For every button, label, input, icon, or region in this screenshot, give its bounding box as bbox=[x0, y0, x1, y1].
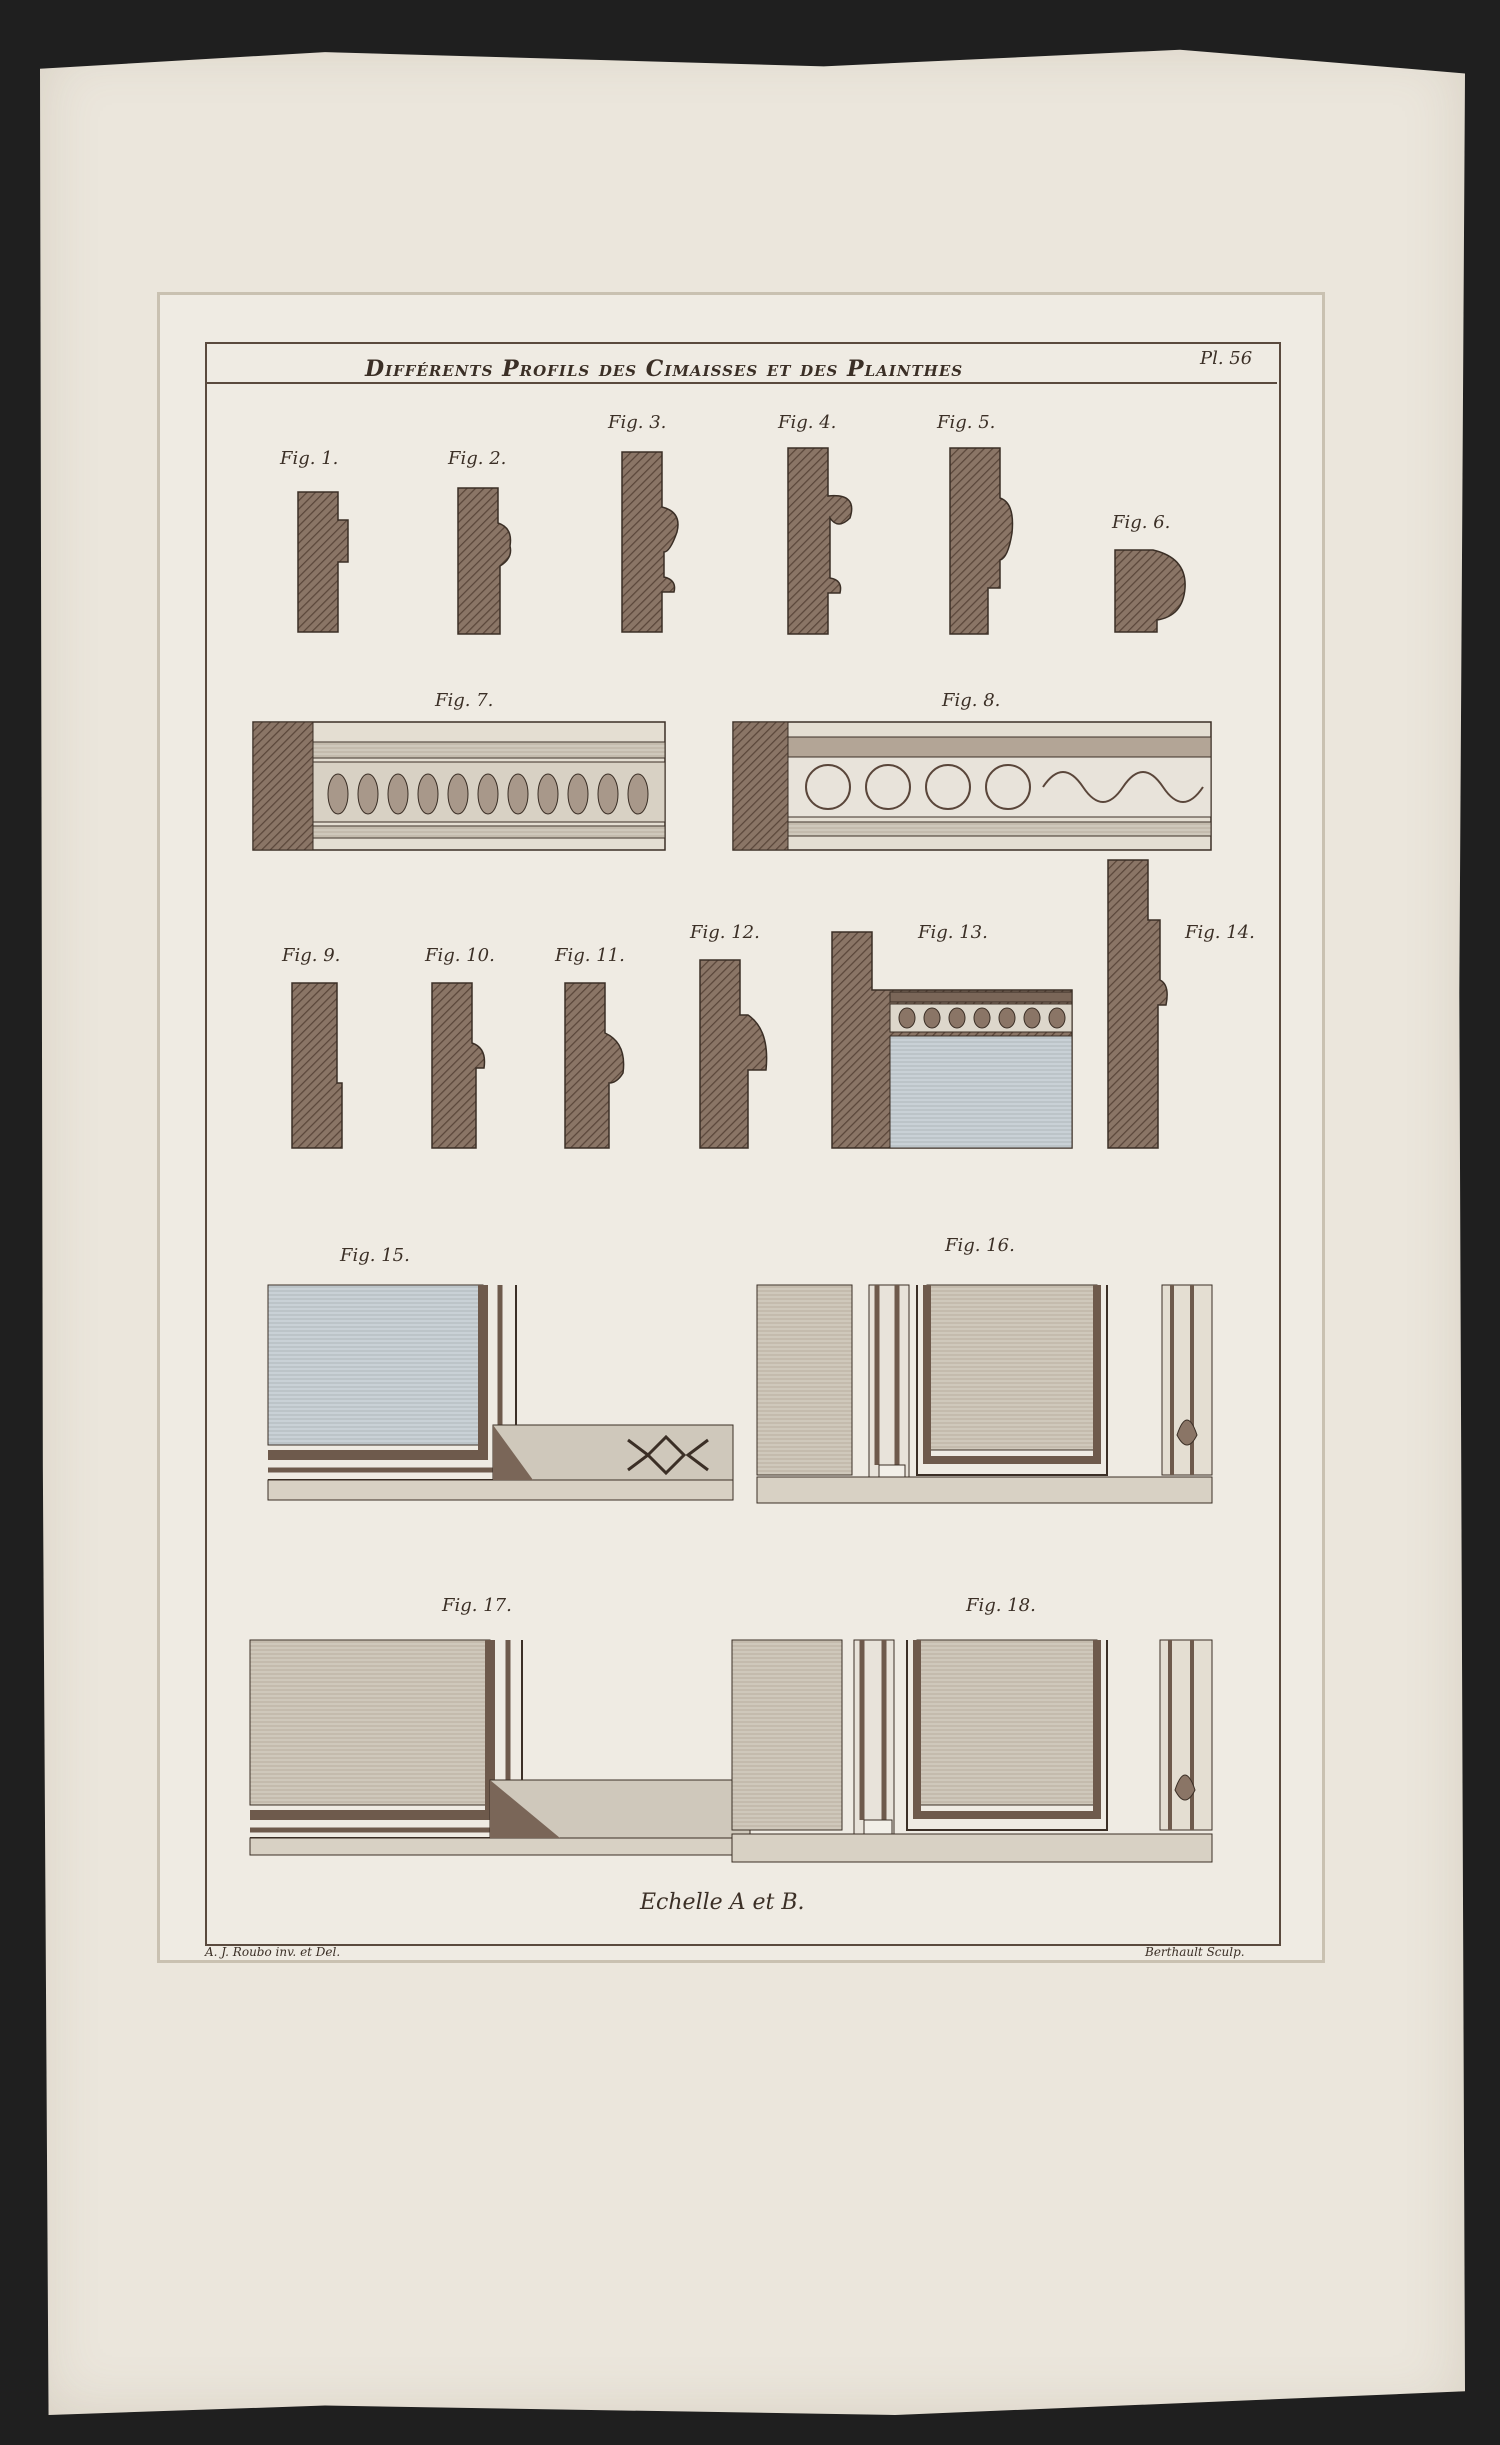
fig-13-profile bbox=[832, 932, 1072, 1148]
fig-15-label: Fig. 15. bbox=[340, 1245, 410, 1266]
fig-10-profile bbox=[432, 983, 497, 1148]
fig-8-label: Fig. 8. bbox=[942, 690, 1001, 711]
plate-title: Différents Profils des Cimaisses et des Plainthes bbox=[365, 356, 964, 382]
fig-6-profile bbox=[1115, 550, 1190, 632]
fig-9-profile bbox=[292, 983, 352, 1148]
fig-14-label: Fig. 14. bbox=[1185, 922, 1255, 943]
fig-5-profile bbox=[950, 448, 1020, 634]
fig-16-panel bbox=[757, 1285, 1212, 1503]
fig-1-profile bbox=[298, 492, 353, 632]
title-rule bbox=[205, 382, 1277, 384]
fig-14-profile bbox=[1108, 860, 1170, 1148]
fig-11-label: Fig. 11. bbox=[555, 945, 625, 966]
fig-9-label: Fig. 9. bbox=[282, 945, 341, 966]
fig-15-panel bbox=[268, 1285, 733, 1500]
fig-7-label: Fig. 7. bbox=[435, 690, 494, 711]
fig-17-label: Fig. 17. bbox=[442, 1595, 512, 1616]
plate-number: Pl. 56 bbox=[1200, 348, 1253, 369]
fig-2-label: Fig. 2. bbox=[448, 448, 507, 469]
scale-label: Echelle A et B. bbox=[640, 1890, 805, 1915]
fig-13-label: Fig. 13. bbox=[918, 922, 988, 943]
fig-18-label: Fig. 18. bbox=[966, 1595, 1036, 1616]
fig-2-profile bbox=[458, 488, 523, 634]
fig-6-label: Fig. 6. bbox=[1112, 512, 1171, 533]
fig-5-label: Fig. 5. bbox=[937, 412, 996, 433]
credit-left: A. J. Roubo inv. et Del. bbox=[205, 1945, 341, 1959]
fig-1-label: Fig. 1. bbox=[280, 448, 339, 469]
fig-17-panel bbox=[250, 1640, 750, 1855]
fig-8-cornice bbox=[733, 722, 1211, 850]
fig-16-label: Fig. 16. bbox=[945, 1235, 1015, 1256]
fig-4-label: Fig. 4. bbox=[778, 412, 837, 433]
fig-7-cornice bbox=[253, 722, 665, 850]
fig-18-panel bbox=[732, 1640, 1212, 1862]
fig-10-label: Fig. 10. bbox=[425, 945, 495, 966]
fig-12-label: Fig. 12. bbox=[690, 922, 760, 943]
fig-3-label: Fig. 3. bbox=[608, 412, 667, 433]
fig-4-profile bbox=[788, 448, 858, 634]
fig-11-profile bbox=[565, 983, 633, 1148]
credit-right: Berthault Sculp. bbox=[1145, 1945, 1245, 1959]
fig-12-profile bbox=[700, 960, 772, 1148]
fig-3-profile bbox=[622, 452, 682, 632]
